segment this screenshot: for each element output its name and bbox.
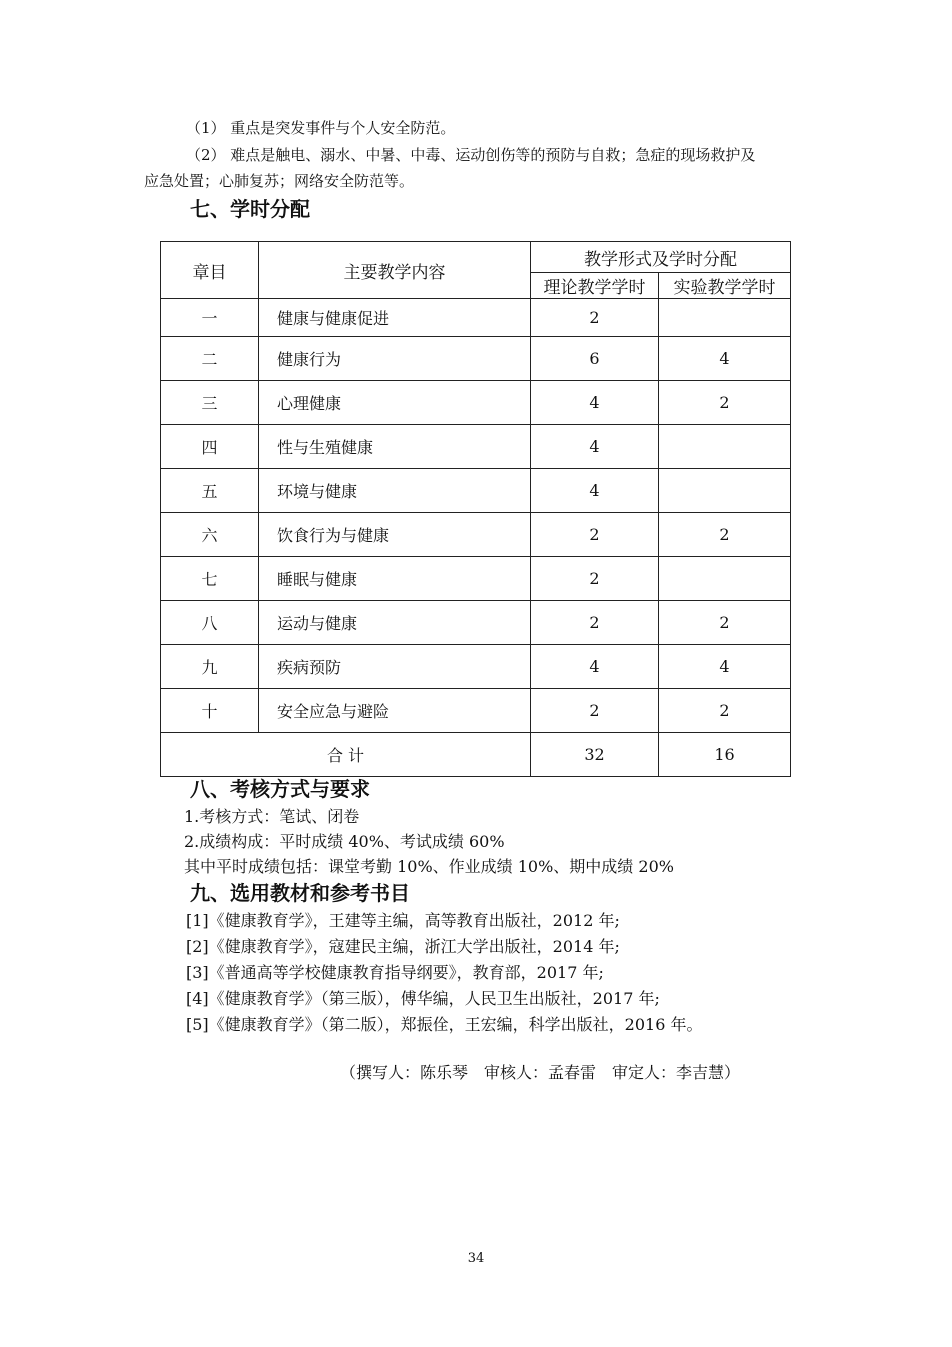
lab-hours-cell: 2 (659, 601, 791, 645)
content-cell: 环境与健康 (259, 469, 531, 513)
total-label: 合 计 (161, 733, 531, 777)
theory-hours-cell: 2 (531, 513, 659, 557)
reference-3: [3]《普通高等学校健康教育指导纲要》，教育部，2017 年; (186, 963, 604, 982)
content-cell: 运动与健康 (259, 601, 531, 645)
signoff-line: （撰写人：陈乐琴 审核人：孟春雷 审定人：李吉慧） (340, 1063, 741, 1082)
theory-hours-cell: 2 (531, 601, 659, 645)
hours-allocation-table (160, 241, 791, 777)
lab-hours-cell (659, 425, 791, 469)
lab-hours-cell: 2 (659, 381, 791, 425)
table-row (161, 469, 791, 513)
table-body (161, 299, 791, 733)
section8-heading: 八、考核方式与要求 (190, 777, 370, 801)
lab-hours-cell: 2 (659, 513, 791, 557)
content-cell: 睡眠与健康 (259, 557, 531, 601)
content-cell: 心理健康 (259, 381, 531, 425)
exam-method: 1.考核方式：笔试、闭卷 (184, 807, 360, 826)
section7-heading: 七、学时分配 (190, 197, 310, 221)
content-cell: 饮食行为与健康 (259, 513, 531, 557)
theory-hours-cell: 4 (531, 425, 659, 469)
chapter-cell: 二 (161, 337, 259, 381)
header-theory-hours: 理论教学学时 (531, 273, 659, 299)
lab-hours-cell (659, 557, 791, 601)
chapter-cell: 六 (161, 513, 259, 557)
total-theory: 32 (531, 733, 659, 777)
chapter-cell: 三 (161, 381, 259, 425)
theory-hours-cell: 2 (531, 689, 659, 733)
total-lab: 16 (659, 733, 791, 777)
reference-1: [1]《健康教育学》，王建等主编，高等教育出版社，2012 年; (186, 911, 620, 930)
difficulty-text-line1: （2） 难点是触电、溺水、中暑、中毒、运动创伤等的预防与自救；急症的现场救护及 (186, 146, 756, 164)
content-cell: 疾病预防 (259, 645, 531, 689)
chapter-cell: 七 (161, 557, 259, 601)
reference-5: [5]《健康教育学》（第二版），郑振佺，王宏编，科学出版社，2016 年。 (186, 1015, 703, 1034)
theory-hours-cell: 4 (531, 381, 659, 425)
table-row (161, 337, 791, 381)
chapter-cell: 十 (161, 689, 259, 733)
reference-2: [2]《健康教育学》，寇建民主编，浙江大学出版社，2014 年; (186, 937, 620, 956)
chapter-cell: 五 (161, 469, 259, 513)
lab-hours-cell: 4 (659, 337, 791, 381)
content-cell: 健康行为 (259, 337, 531, 381)
table-row (161, 513, 791, 557)
chapter-cell: 一 (161, 299, 259, 337)
lab-hours-cell: 4 (659, 645, 791, 689)
lab-hours-cell (659, 299, 791, 337)
table-row (161, 381, 791, 425)
lab-hours-cell (659, 469, 791, 513)
table-row (161, 601, 791, 645)
content-cell: 安全应急与避险 (259, 689, 531, 733)
theory-hours-cell: 2 (531, 299, 659, 337)
theory-hours-cell: 6 (531, 337, 659, 381)
key-point-text: （1） 重点是突发事件与个人安全防范。 (186, 119, 456, 137)
header-content: 主要教学内容 (259, 242, 531, 299)
header-lab-hours: 实验教学学时 (659, 273, 791, 299)
chapter-cell: 八 (161, 601, 259, 645)
theory-hours-cell: 4 (531, 645, 659, 689)
chapter-cell: 九 (161, 645, 259, 689)
table-row (161, 689, 791, 733)
chapter-cell: 四 (161, 425, 259, 469)
header-form-and-hours: 教学形式及学时分配 (531, 242, 791, 273)
difficulty-text-line2: 应急处置；心肺复苏；网络安全防范等。 (144, 172, 415, 190)
header-chapter: 章目 (161, 242, 259, 299)
page-number: 34 (467, 1251, 485, 1266)
regular-grade-breakdown: 其中平时成绩包括：课堂考勤 10%、作业成绩 10%、期中成绩 20% (184, 857, 674, 876)
reference-4: [4]《健康教育学》（第三版），傅华编，人民卫生出版社，2017 年; (186, 989, 660, 1008)
content-cell: 健康与健康促进 (259, 299, 531, 337)
theory-hours-cell: 2 (531, 557, 659, 601)
section9-heading: 九、选用教材和参考书目 (190, 881, 410, 905)
table-row (161, 425, 791, 469)
table-row (161, 645, 791, 689)
table-row (161, 299, 791, 337)
lab-hours-cell: 2 (659, 689, 791, 733)
table-row (161, 557, 791, 601)
content-cell: 性与生殖健康 (259, 425, 531, 469)
grade-composition: 2.成绩构成：平时成绩 40%、考试成绩 60% (184, 832, 505, 851)
theory-hours-cell: 4 (531, 469, 659, 513)
